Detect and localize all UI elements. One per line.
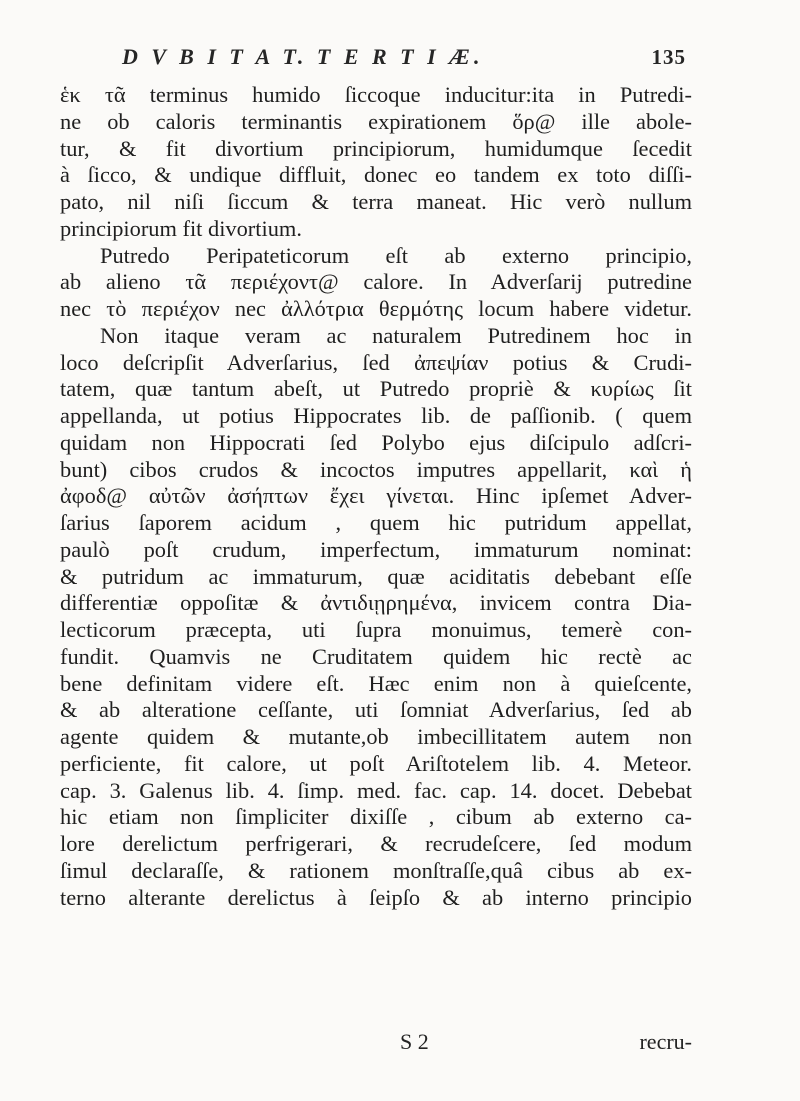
- paragraph-start-line: Putredo Peripateticorum eſt ab externo principio,: [100, 242, 692, 268]
- text-line: lore derelictum perfrigerari, & recrudeſcere, ſed modum: [60, 831, 692, 856]
- text-line: ἑκ τᾶ terminus humido ſiccoque inducitur:ita in Putredi-: [60, 82, 692, 107]
- text-line: terno alterante derelictus à ſeipſo & ab interno principio: [60, 884, 692, 910]
- text-line: tatem, quæ tantum abeſt, ut Putredo propriè & κυρίως ſit: [60, 376, 692, 402]
- text-line: differentiæ oppoſitæ & ἀντιδιῃρημένα, invicem contra Dia-: [60, 590, 692, 616]
- page-number: 135: [651, 45, 686, 69]
- text-line: ἀφοδ@ αὐτῶν ἀσήπτων ἔχει γίνεται. Hinc ipſemet Adver-: [60, 483, 692, 509]
- text-line: appellanda, ut potius Hippocrates lib. de paſſionib. ( quem: [60, 403, 692, 428]
- text-line: ne ob caloris terminantis expirationem ὅρ@ ille abole-: [60, 108, 692, 134]
- text-line: paulò poſt crudum, imperfectum, immaturum nominat:: [60, 536, 692, 562]
- page-footer: [60, 1029, 692, 1057]
- text-line: loco deſcripſit Adverſarius, ſed ἀπεψίαν potius & Crudi-: [60, 349, 692, 375]
- page-header: [122, 44, 686, 76]
- text-line: & ab alteratione ceſſante, uti ſomniat Adverſarius, ſed ab: [60, 697, 692, 723]
- text-line: pato, nil niſi ſiccum & terra maneat. Hic verò nullum: [60, 189, 692, 214]
- text-line: bunt) cibos crudos & incoctos imputres appellarit, καὶ ἡ: [60, 456, 692, 482]
- text-line: perficiente, fit calore, ut poſt Ariſtotelem lib. 4. Meteor.: [60, 750, 692, 776]
- text-line: principiorum fit divortium.: [60, 215, 302, 241]
- text-line: ab alieno τᾶ περιέχοντ@ calore. In Adverſarij putredine: [60, 269, 692, 295]
- catchword: recru-: [639, 1029, 692, 1054]
- text-line: nec τὸ περιέχον nec ἀλλότρια θερμότης locum habere videtur.: [60, 296, 692, 321]
- text-line: tur, & fit divortium principiorum, humidumque ſecedit: [60, 135, 692, 161]
- text-line: lecticorum præcepta, uti ſupra monuimus, temerè con-: [60, 617, 692, 642]
- text-line: agente quidem & mutante,ob imbecillitatem autem non: [60, 724, 692, 749]
- text-line: & putridum ac immaturum, quæ aciditatis debebant eſſe: [60, 563, 692, 589]
- text-line: hic etiam non ſimpliciter dixiſſe , cibum ab externo ca-: [60, 804, 692, 830]
- body-text: [60, 82, 692, 911]
- text-line: à ſicco, & undique diffluit, donec eo tandem ex toto diſſi-: [60, 162, 692, 188]
- text-line: bene definitam videre eſt. Hæc enim non à quieſcente,: [60, 670, 692, 696]
- text-line: fundit. Quamvis ne Cruditatem quidem hic rectè ac: [60, 643, 692, 669]
- signature-mark: S 2: [400, 1029, 429, 1054]
- text-line: ſarius ſaporem acidum , quem hic putridum appellat,: [60, 510, 692, 535]
- text-line: quidam non Hippocrati ſed Polybo ejus diſcipulo adſcri-: [60, 429, 692, 455]
- text-line: cap. 3. Galenus lib. 4. ſimp. med. fac. cap. 14. docet. Debebat: [60, 777, 692, 803]
- text-line: ſimul declaraſſe, & rationem monſtraſſe,quâ cibus ab ex-: [60, 857, 692, 883]
- running-title: D V B I T A T. T E R T I Æ.: [122, 44, 484, 69]
- paragraph-start-line: Non itaque veram ac naturalem Putredinem hoc in: [100, 322, 692, 348]
